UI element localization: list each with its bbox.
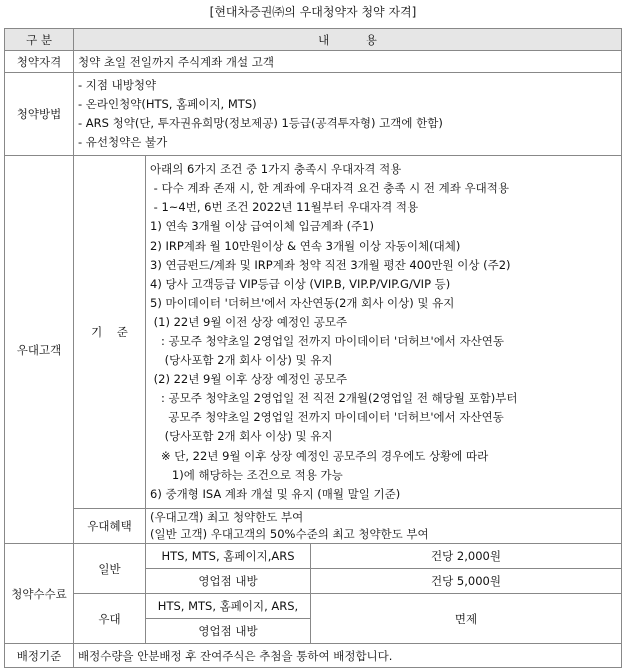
benefit-label: 우대혜택 <box>74 509 146 544</box>
criteria-line: : 공모주 청약초일 2영업일 전까지 마이데이터 '더허브'에서 자산연동 <box>150 334 505 348</box>
list-item: - 유선청약은 불가 <box>78 135 168 150</box>
fee-preferred-amount: 면제 <box>311 594 622 644</box>
row-fee-preferred-online <box>5 594 622 619</box>
criteria-line: 공모주 청약초일 2영업일 전까지 마이데이터 '더허브'에서 자산연동 <box>150 410 504 425</box>
row-benefit <box>5 509 622 544</box>
preferred-label: 우대고객 <box>5 156 74 544</box>
fee-preferred-branch: 영업점 내방 <box>146 619 311 644</box>
fee-general-label: 일반 <box>74 544 146 594</box>
row-fee-general-online <box>5 544 622 569</box>
list-item: (일반 고객) 우대고객의 50%수준의 최고 청약한도 부여 <box>150 527 429 541</box>
criteria-line: - 다수 계좌 존재 시, 한 계좌에 우대자격 요건 충족 시 전 계좌 우대적용 <box>150 181 509 196</box>
list-item: - 지점 내방청약 <box>78 77 157 92</box>
header-row <box>5 29 622 51</box>
page-title: [현대차증권㈜의 우대청약자 청약 자격] <box>209 5 417 19</box>
list-item: - 온라인청약(HTS, 홈페이지, MTS) <box>78 96 257 111</box>
benefit-list <box>146 509 622 544</box>
method-label: 청약방법 <box>5 73 74 156</box>
criteria-line: 2) IRP계좌 월 10만원이상 & 연속 3개월 이상 자동이체(대체) <box>150 238 461 253</box>
criteria-line: : 공모주 청약초일 2영업일 전 직전 2개월(2영업일 전 해당월 포함)부터 <box>150 391 518 406</box>
fee-general-online-amount: 건당 2,000원 <box>311 544 622 569</box>
list-item: (우대고객) 최고 청약한도 부여 <box>150 510 304 524</box>
criteria-line: - 1~4번, 6번 조건 2022년 11월부터 우대자격 적용 <box>150 200 419 215</box>
allocation-text: 배정수량을 안분배정 후 잔여주식은 추첨을 통하여 배정합니다. <box>74 644 622 668</box>
fee-general-branch-amount: 건당 5,000원 <box>311 569 622 594</box>
eligibility-table <box>4 28 622 668</box>
row-allocation <box>5 644 622 668</box>
criteria-line: 4) 당사 고객등급 VIP등급 이상 (VIP.B, VIP.P/VIP.G/VIP 등) <box>150 276 451 291</box>
criteria-line: (당사포함 2개 회사 이상) 및 유지 <box>150 353 333 368</box>
criteria-line: 아래의 6가지 조건 중 1가지 충족시 우대자격 적용 <box>150 162 402 177</box>
list-item: - ARS 청약(단, 투자권유희망(정보제공) 1등급(공격투자형) 고객에 한함) <box>78 116 443 130</box>
fee-preferred-label: 우대 <box>74 594 146 644</box>
criteria-list <box>146 156 622 509</box>
criteria-line: 1) 연속 3개월 이상 급여이체 입금계좌 (주1) <box>150 219 374 234</box>
criteria-line: (2) 22년 9월 이후 상장 예정인 공모주 <box>150 372 348 387</box>
fees-label: 청약수수료 <box>5 544 74 644</box>
criteria-line: 6) 중개형 ISA 계좌 개설 및 유지 (매월 말일 기준) <box>150 486 401 501</box>
row-eligibility <box>5 51 622 73</box>
fee-general-online: HTS, MTS, 홈페이지,ARS <box>146 544 311 569</box>
row-criteria <box>5 156 622 509</box>
row-method <box>5 73 622 156</box>
criteria-line: ※ 단, 22년 9월 이후 상장 예정인 공모주의 경우에도 상황에 따라 <box>150 448 489 463</box>
criteria-line: 3) 연금펀드/계좌 및 IRP계좌 청약 직전 3개월 평잔 400만원 이상 (주2) <box>150 257 511 272</box>
fee-preferred-online: HTS, MTS, 홈페이지, ARS, <box>146 594 311 619</box>
criteria-line: (1) 22년 9월 이전 상장 예정인 공모주 <box>150 314 348 329</box>
criteria-label: 기 준 <box>74 156 146 509</box>
header-category: 구 분 <box>5 29 74 51</box>
criteria-line: 5) 마이데이터 '더허브'에서 자산연동(2개 회사 이상) 및 유지 <box>150 295 455 310</box>
header-content: 내 용 <box>74 29 622 51</box>
criteria-line: (당사포함 2개 회사 이상) 및 유지 <box>150 429 333 444</box>
allocation-label: 배정기준 <box>5 644 74 668</box>
eligibility-label: 청약자격 <box>5 51 74 73</box>
method-list <box>74 73 622 156</box>
fee-general-branch: 영업점 내방 <box>146 569 311 594</box>
criteria-line: 1)에 해당하는 조건으로 적용 가능 <box>150 467 343 482</box>
eligibility-text: 청약 초일 전일까지 주식계좌 개설 고객 <box>74 51 622 73</box>
